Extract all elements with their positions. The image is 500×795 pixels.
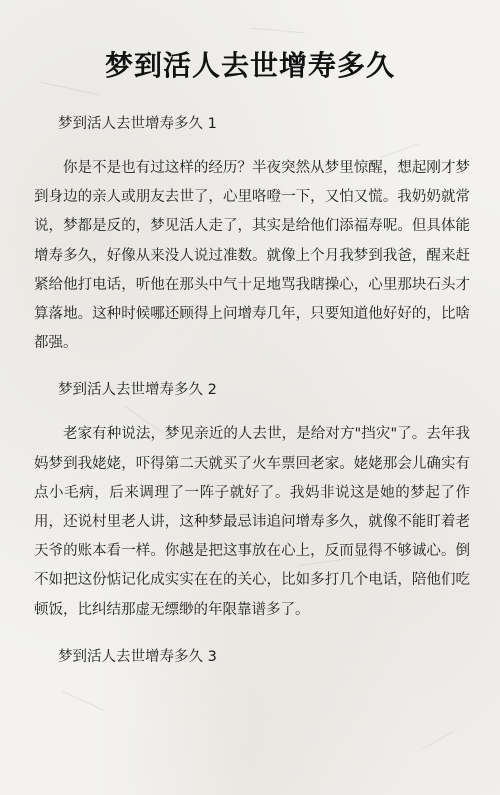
section-paragraph: 你是不是也有过这样的经历？半夜突然从梦里惊醒，想起刚才梦到身边的亲人或朋友去世了，心里咯噔一下，又怕又慌。我奶奶就常说，梦都是反的，梦见活人走了，其实是给他们添福寿呢。但具体能增寿多久，好像从来没人说过准数。就像上个月我梦到我爸，醒来赶紧给他打电话，听他在那头中气十足地骂我瞎操心，心里那块石头才算落地。这种时候哪还顾得上问增寿几年，只要知道他好好的，比啥都强。 xyxy=(34,160,470,352)
article-content xyxy=(34,112,470,687)
section-paragraph: 老家有种说法，梦见亲近的人去世，是给对方"挡灾"了。去年我妈梦到我姥姥，吓得第二天就买了火车票回老家。姥姥那会儿确实有点小毛病，后来调理了一阵子就好了。我妈非说这是她的梦起了作用，还说村里老人讲，这种梦最忌讳追问增寿多久，就像不能盯着老天爷的账本看一样。你越是把这事放在心上，反而显得不够诚心。倒不如把这份惦记化成实实在在的关心，比如多打几个电话，陪他们吃顿饭，比纠结那虚无缥缈的年限靠谱多了。 xyxy=(34,426,470,618)
section-1 xyxy=(34,112,470,358)
section-3 xyxy=(34,645,470,669)
section-heading: 梦到活人去世增寿多久 1 xyxy=(58,116,217,132)
paper-fiber xyxy=(250,28,305,34)
section-heading: 梦到活人去世增寿多久 2 xyxy=(58,382,217,399)
section-2 xyxy=(34,378,470,624)
section-heading: 梦到活人去世增寿多久 3 xyxy=(58,648,217,665)
paper-fiber xyxy=(422,731,453,749)
paper-fiber xyxy=(62,691,103,711)
page-title: 梦到活人去世增寿多久 xyxy=(104,49,395,82)
